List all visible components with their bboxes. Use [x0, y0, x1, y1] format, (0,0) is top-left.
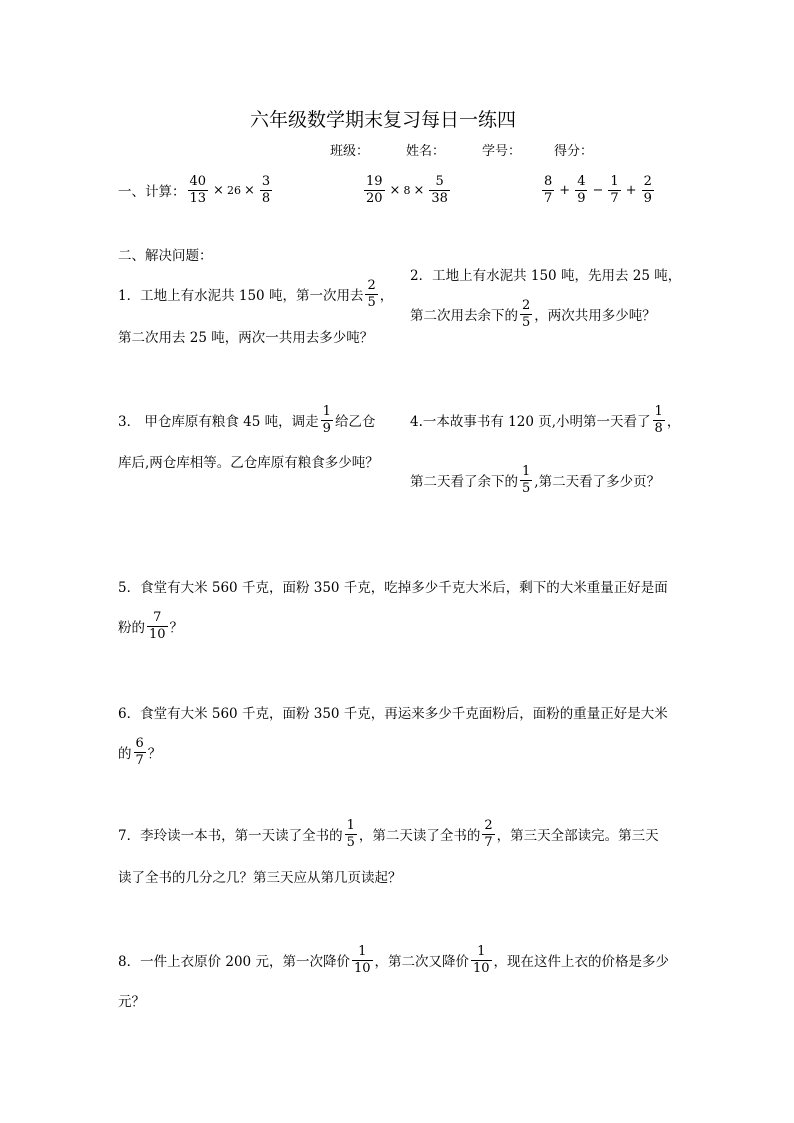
problem-3-line-1: 3． 甲仓库原有粮食 45 吨，调走 $\frac{1}{9}$ 给乙仓 — [118, 403, 376, 436]
problem-2-line-2: 第二次用去余下的 $\frac{2}{5}$ ，两次共用多少吨？ — [410, 297, 656, 330]
section2-label: 二、解决问题： — [118, 248, 213, 264]
fraction: $\frac{6}{7}$ — [135, 735, 144, 768]
problem-6-line-1: 6．食堂有大米 560 千克，面粉 350 千克，再运来多少千克面粉后，面粉的重量正好是大米 — [118, 706, 668, 722]
fraction: $\frac{8}{7}$ — [544, 173, 553, 206]
problem-8-line-2: 元？ — [118, 994, 145, 1010]
fraction: $\frac{3}{8}$ — [261, 173, 271, 206]
fraction: $\frac{2}{5}$ — [522, 297, 531, 330]
problem-8-line-1: 8．一件上衣原价 200 元，第一次降价 $\frac{1}{10}$ ，第二次又降价 $\frac{1}{10}$ ，现在这件上衣的价格是多少 — [118, 943, 670, 976]
fraction: $\frac{7}{10}$ — [149, 609, 166, 642]
fraction: $\frac{1}{10}$ — [473, 943, 490, 976]
fraction: $\frac{19}{20}$ — [366, 173, 383, 206]
calc-expression-1: 一、计算： $\frac{40}{13}$ × 26 × $\frac{3}{8}$ — [118, 173, 271, 206]
fraction: $\frac{1}{10}$ — [353, 943, 371, 976]
fraction: $\frac{1}{7}$ — [610, 173, 619, 206]
problem-1-line-1: 1．工地上有水泥共 150 吨，第一次用去 $\frac{2}{5}$ ， — [118, 277, 394, 310]
problem-7-line-1: 7．李玲读一本书，第一天读了全书的 $\frac{1}{5}$ ，第二天读了全书的 $\frac{2}{7}$ ，第三天全部读完。第三天 — [118, 817, 659, 850]
fraction: $\frac{5}{38}$ — [431, 173, 448, 206]
fraction: $\frac{1}{5}$ — [346, 817, 355, 850]
calc-expression-2: $\frac{19}{20}$ × 8 × $\frac{5}{38}$ — [366, 173, 448, 206]
page-title: 六年级数学期末复习每日一练四 — [250, 109, 517, 131]
fraction: $\frac{1}{8}$ — [654, 403, 663, 436]
fraction: $\frac{1}{5}$ — [522, 463, 531, 496]
problem-3-line-2: 库后,两仓库相等。乙仓库原有粮食多少吨？ — [118, 455, 379, 471]
problem-5-line-1: 5．食堂有大米 560 千克，面粉 350 千克，吃掉多少千克大米后，剩下的大米重量正好是面 — [118, 580, 668, 596]
score-label: 得分： — [554, 144, 594, 159]
fraction: $\frac{1}{9}$ — [322, 403, 331, 436]
problem-4-line-1: 4.一本故事书有 120 页,小明第一天看了 $\frac{1}{8}$ ， — [410, 403, 681, 436]
problem-6-line-2: 的 $\frac{6}{7}$ ？ — [118, 735, 162, 768]
section1-label: 一、计算： — [118, 184, 186, 200]
student-id-label: 学号： — [482, 144, 522, 159]
class-label: 班级： — [330, 144, 370, 159]
fraction: $\frac{2}{9}$ — [643, 173, 652, 206]
fraction: $\frac{4}{9}$ — [577, 173, 586, 206]
fraction: $\frac{40}{13}$ — [189, 173, 207, 206]
problem-1-line-2: 第二次用去 25 吨，两次一共用去多少吨？ — [118, 330, 374, 346]
name-label: 姓名： — [406, 144, 446, 159]
calc-expression-3: $\frac{8}{7}$ + $\frac{4}{9}$ − $\frac{1}{7}$ + $\frac{2}{9}$ — [544, 173, 652, 206]
problem-7-line-2: 读了全书的几分之几？第三天应从第几页读起？ — [118, 870, 402, 886]
problem-4-line-2: 第二天看了余下的 $\frac{1}{5}$ ,第二天看了多少页？ — [410, 463, 661, 496]
fraction: $\frac{2}{5}$ — [367, 277, 376, 310]
problem-5-line-2: 粉的 $\frac{7}{10}$ ？ — [118, 609, 184, 642]
problem-2-line-1: 2．工地上有水泥共 150 吨，先用去 25 吨， — [410, 268, 682, 284]
fraction: $\frac{2}{7}$ — [484, 817, 493, 850]
